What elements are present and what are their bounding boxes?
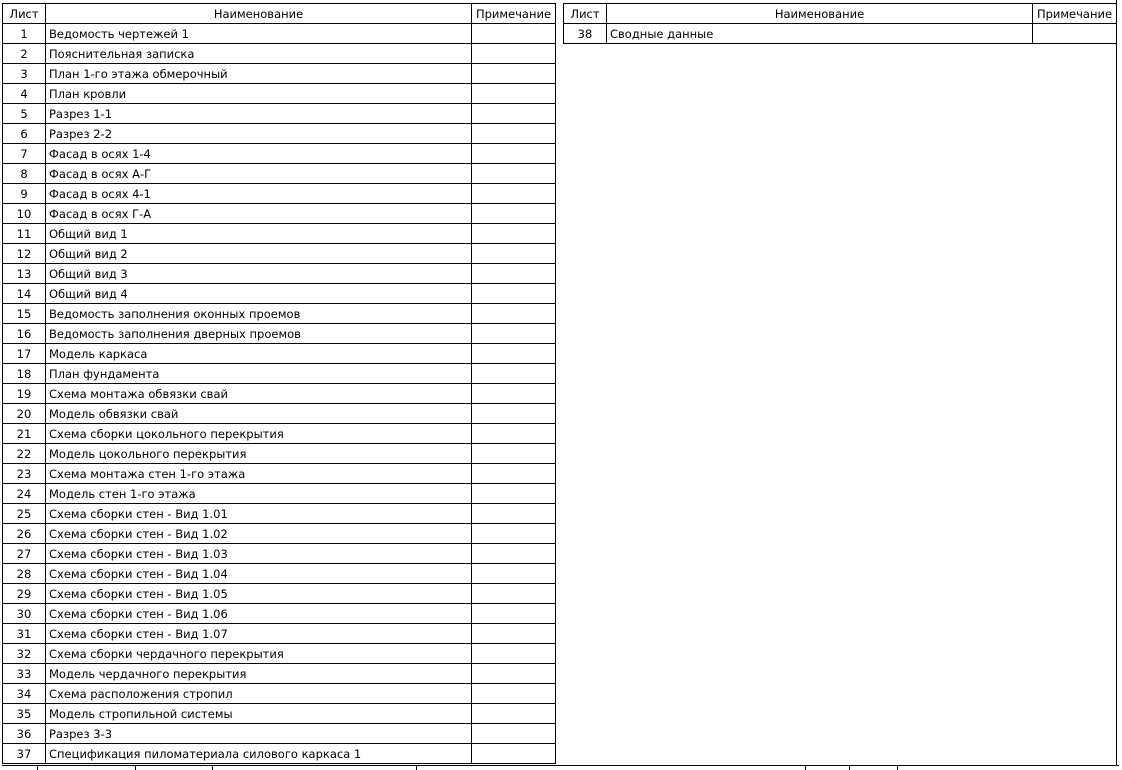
table-row <box>3 424 556 444</box>
sheet-note-cell <box>472 504 556 524</box>
sheet-name-cell: Сводные данные <box>607 24 1033 44</box>
sheet-name-cell: Модель цокольного перекрытия <box>46 444 472 464</box>
sheet-name-cell: Схема сборки стен - Вид 1.07 <box>46 624 472 644</box>
table-row <box>3 404 556 424</box>
sheet-name-cell: Схема сборки цокольного перекрытия <box>46 424 472 444</box>
table-row <box>3 524 556 544</box>
sheet-name-cell: Модель чердачного перекрытия <box>46 664 472 684</box>
sheet-note-cell <box>472 24 556 44</box>
sheet-name-cell: Фасад в осях Г-А <box>46 204 472 224</box>
sheet-number-cell: 5 <box>3 104 46 124</box>
sheet-number-cell: 19 <box>3 384 46 404</box>
sheet-name-cell: Схема сборки стен - Вид 1.03 <box>46 544 472 564</box>
sheet-number-cell: 3 <box>3 64 46 84</box>
sheet-name-cell: Общий вид 2 <box>46 244 472 264</box>
sheet-name-cell: Фасад в осях 4-1 <box>46 184 472 204</box>
sheet-name-cell: Ведомость заполнения дверных проемов <box>46 324 472 344</box>
sheet-list-table-left <box>2 3 556 764</box>
sheet-number-cell: 30 <box>3 604 46 624</box>
table-row <box>3 584 556 604</box>
sheet-name-cell: Схема сборки стен - Вид 1.01 <box>46 504 472 524</box>
sheet-name-cell: Схема сборки стен - Вид 1.06 <box>46 604 472 624</box>
sheet-number-cell: 34 <box>3 684 46 704</box>
header-name: Наименование <box>46 4 472 24</box>
sheet-number-cell: 17 <box>3 344 46 364</box>
sheet-note-cell <box>472 44 556 64</box>
table-row <box>3 564 556 584</box>
sheet-note-cell <box>472 624 556 644</box>
sheet-number-cell: 12 <box>3 244 46 264</box>
sheet-number-cell: 26 <box>3 524 46 544</box>
table-row <box>3 104 556 124</box>
sheet-number-cell: 28 <box>3 564 46 584</box>
sheet-number-cell: 4 <box>3 84 46 104</box>
sheet-name-cell: Фасад в осях 1-4 <box>46 144 472 164</box>
title-block-divider <box>135 765 136 770</box>
table-row <box>3 624 556 644</box>
sheet-note-cell <box>472 84 556 104</box>
sheet-note-cell <box>472 264 556 284</box>
header-name: Наименование <box>607 4 1033 24</box>
sheet-name-cell: Модель каркаса <box>46 344 472 364</box>
sheet-note-cell <box>472 604 556 624</box>
sheet-name-cell: Общий вид 3 <box>46 264 472 284</box>
frame-border-bottom <box>2 765 1119 766</box>
sheet-number-cell: 36 <box>3 724 46 744</box>
table-row <box>3 384 556 404</box>
table-row <box>3 304 556 324</box>
table-row <box>3 704 556 724</box>
sheet-name-cell: План кровли <box>46 84 472 104</box>
table-row <box>3 224 556 244</box>
sheet-note-cell <box>472 404 556 424</box>
sheet-number-cell: 20 <box>3 404 46 424</box>
title-block-divider <box>805 765 806 770</box>
sheet-number-cell: 2 <box>3 44 46 64</box>
table-row <box>3 464 556 484</box>
table-row <box>3 184 556 204</box>
sheet-note-cell <box>1033 24 1117 44</box>
title-block-divider <box>37 765 38 770</box>
table-row <box>3 504 556 524</box>
table-row <box>3 64 556 84</box>
sheet-note-cell <box>472 244 556 264</box>
sheet-note-cell <box>472 644 556 664</box>
sheet-number-cell: 10 <box>3 204 46 224</box>
table-row <box>3 604 556 624</box>
sheet-name-cell: План фундамента <box>46 364 472 384</box>
sheet-name-cell: Схема сборки чердачного перекрытия <box>46 644 472 664</box>
sheet-number-cell: 38 <box>564 24 607 44</box>
sheet-name-cell: Схема сборки стен - Вид 1.04 <box>46 564 472 584</box>
sheet-name-cell: Схема расположения стропил <box>46 684 472 704</box>
sheet-name-cell: Модель обвязки свай <box>46 404 472 424</box>
title-block-divider <box>897 765 898 770</box>
sheet-number-cell: 14 <box>3 284 46 304</box>
sheet-number-cell: 31 <box>3 624 46 644</box>
sheet-number-cell: 16 <box>3 324 46 344</box>
sheet-name-cell: Разрез 2-2 <box>46 124 472 144</box>
sheet-number-cell: 22 <box>3 444 46 464</box>
sheet-name-cell: Схема сборки стен - Вид 1.02 <box>46 524 472 544</box>
sheet-number-cell: 18 <box>3 364 46 384</box>
sheet-note-cell <box>472 744 556 764</box>
table-row <box>3 244 556 264</box>
sheet-number-cell: 21 <box>3 424 46 444</box>
sheet-note-cell <box>472 424 556 444</box>
sheet-note-cell <box>472 224 556 244</box>
sheet-note-cell <box>472 284 556 304</box>
sheet-number-cell: 24 <box>3 484 46 504</box>
sheet-list-table-right <box>563 3 1117 44</box>
table-row <box>3 744 556 764</box>
sheet-number-cell: 8 <box>3 164 46 184</box>
table-row <box>3 264 556 284</box>
table-row <box>3 204 556 224</box>
sheet-name-cell: Схема монтажа обвязки свай <box>46 384 472 404</box>
sheet-number-cell: 25 <box>3 504 46 524</box>
sheet-number-cell: 23 <box>3 464 46 484</box>
sheet-name-cell: Схема сборки стен - Вид 1.05 <box>46 584 472 604</box>
sheet-note-cell <box>472 124 556 144</box>
sheet-note-cell <box>472 204 556 224</box>
table-row <box>3 364 556 384</box>
table-row <box>564 24 1117 44</box>
title-block-divider <box>849 765 850 770</box>
sheet-name-cell: Пояснительная записка <box>46 44 472 64</box>
frame-border-right <box>1116 0 1117 765</box>
sheet-note-cell <box>472 704 556 724</box>
sheet-number-cell: 1 <box>3 24 46 44</box>
sheet-note-cell <box>472 464 556 484</box>
sheet-note-cell <box>472 664 556 684</box>
sheet-number-cell: 27 <box>3 544 46 564</box>
sheet-name-cell: Ведомость чертежей 1 <box>46 24 472 44</box>
sheet-note-cell <box>472 64 556 84</box>
sheet-number-cell: 6 <box>3 124 46 144</box>
sheet-note-cell <box>472 364 556 384</box>
sheet-number-cell: 29 <box>3 584 46 604</box>
table-body <box>3 24 556 764</box>
table-row <box>3 84 556 104</box>
sheet-name-cell: Схема монтажа стен 1-го этажа <box>46 464 472 484</box>
header-row <box>564 4 1117 24</box>
sheet-number-cell: 9 <box>3 184 46 204</box>
header-note: Примечание <box>1033 4 1117 24</box>
sheet-note-cell <box>472 384 556 404</box>
header-sheet: Лист <box>564 4 607 24</box>
sheet-note-cell <box>472 344 556 364</box>
sheet-note-cell <box>472 524 556 544</box>
table-row <box>3 444 556 464</box>
table-row <box>3 124 556 144</box>
sheet-note-cell <box>472 104 556 124</box>
sheet-note-cell <box>472 444 556 464</box>
sheet-name-cell: План 1-го этажа обмерочный <box>46 64 472 84</box>
header-note: Примечание <box>472 4 556 24</box>
sheet-number-cell: 11 <box>3 224 46 244</box>
sheet-note-cell <box>472 304 556 324</box>
sheet-name-cell: Общий вид 4 <box>46 284 472 304</box>
sheet-name-cell: Модель стропильной системы <box>46 704 472 724</box>
sheet-name-cell: Общий вид 1 <box>46 224 472 244</box>
sheet-name-cell: Разрез 3-3 <box>46 724 472 744</box>
table-row <box>3 664 556 684</box>
sheet-number-cell: 13 <box>3 264 46 284</box>
table-row <box>3 484 556 504</box>
title-block-divider <box>416 765 417 770</box>
sheet-number-cell: 7 <box>3 144 46 164</box>
sheet-note-cell <box>472 184 556 204</box>
table-row <box>3 324 556 344</box>
sheet-number-cell: 15 <box>3 304 46 324</box>
table-row <box>3 144 556 164</box>
sheet-note-cell <box>472 564 556 584</box>
header-sheet: Лист <box>3 4 46 24</box>
sheet-note-cell <box>472 164 556 184</box>
sheet-note-cell <box>472 584 556 604</box>
sheet-number-cell: 32 <box>3 644 46 664</box>
header-row <box>3 4 556 24</box>
sheet-name-cell: Спецификация пиломатериала силового каркаса 1 <box>46 744 472 764</box>
sheet-number-cell: 33 <box>3 664 46 684</box>
title-block-divider <box>212 765 213 770</box>
sheet-name-cell: Модель стен 1-го этажа <box>46 484 472 504</box>
sheet-note-cell <box>472 144 556 164</box>
table-row <box>3 44 556 64</box>
sheet-name-cell: Ведомость заполнения оконных проемов <box>46 304 472 324</box>
table-row <box>3 544 556 564</box>
table-body <box>564 24 1117 44</box>
sheet-note-cell <box>472 484 556 504</box>
sheet-note-cell <box>472 324 556 344</box>
table-row <box>3 684 556 704</box>
table-row <box>3 644 556 664</box>
table-row <box>3 344 556 364</box>
sheet-name-cell: Фасад в осях А-Г <box>46 164 472 184</box>
table-row <box>3 164 556 184</box>
sheet-number-cell: 35 <box>3 704 46 724</box>
sheet-note-cell <box>472 684 556 704</box>
table-row <box>3 724 556 744</box>
sheet-name-cell: Разрез 1-1 <box>46 104 472 124</box>
sheet-note-cell <box>472 724 556 744</box>
table-row <box>3 24 556 44</box>
table-row <box>3 284 556 304</box>
sheet-note-cell <box>472 544 556 564</box>
sheet-number-cell: 37 <box>3 744 46 764</box>
